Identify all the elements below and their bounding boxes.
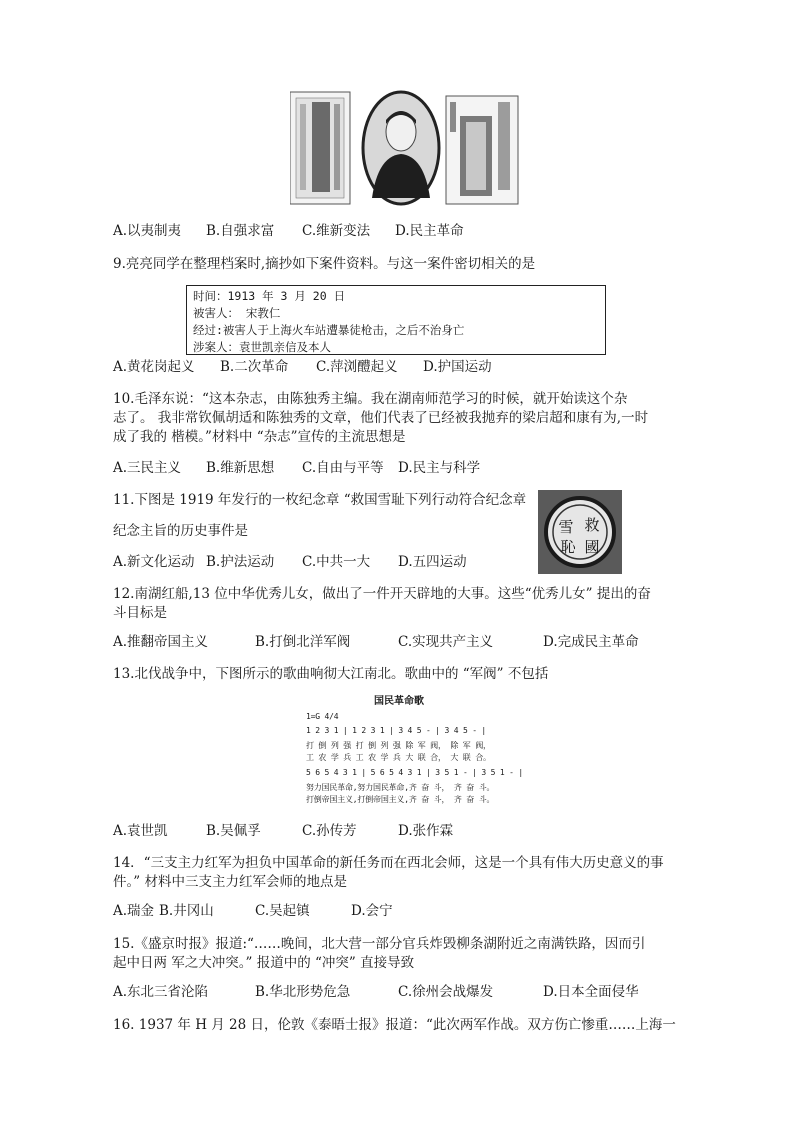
q12-options: [113, 633, 639, 651]
case-time: 时间：1913 年 3 月 20 日: [193, 289, 346, 303]
q10-option-d: D.民主与科学: [398, 460, 481, 476]
q13-option-b: B.吴佩孚: [206, 823, 261, 839]
case-process: 经过:被害人于上海火车站遭暴徒枪击，之后不治身亡: [193, 323, 465, 337]
song-title: 国民革命歌: [374, 696, 424, 707]
badge-char-4: 國: [584, 538, 600, 556]
q11-option-d: D.五四运动: [398, 554, 467, 570]
case-suspect: 涉案人：袁世凯亲信及本人: [193, 340, 331, 354]
q11-option-a: A.新文化运动: [113, 554, 195, 570]
q14-option-a: A.瑞金: [113, 903, 155, 919]
commemorative-badge-image: [538, 490, 622, 574]
q15-option-a: A.东北三省沦陷: [113, 984, 209, 1000]
q12-line-2: 斗目标是: [113, 605, 167, 621]
case-record-box: [186, 285, 606, 355]
q11-option-b: B.护法运动: [206, 554, 275, 570]
q13-option-a: A.袁世凯: [113, 823, 168, 839]
q8-options: [113, 222, 464, 240]
badge-char-1: 雪: [558, 518, 574, 536]
historical-figure-images: [290, 90, 520, 208]
badge-char-2: 救: [584, 516, 600, 534]
q12-line-1: 12.南湖红船,13 位中华优秀儿女，做出了一件开天辟地的大事。这些“优秀儿女” 提出的奋: [113, 586, 651, 602]
q16-line-1: 16. 1937 年 H 月 28 日，伦敦《泰晤士报》报道：“此次两军作战。双方伤亡惨重……上海一: [113, 1017, 676, 1033]
q12-option-c: C.实现共产主义: [398, 634, 494, 650]
q9-option-b: B.二次革命: [220, 359, 289, 375]
q14-option-c: C.吴起镇: [255, 903, 310, 919]
q11-line-1: 11.下图是 1919 年发行的一枚纪念章 “救国雪耻下列行动符合纪念章: [113, 492, 527, 508]
q14-line-2: 件。” 材料中三支主力红军会师的地点是: [113, 874, 347, 890]
q13-option-c: C.孙传芳: [302, 823, 357, 839]
q8-option-b: B.自强求富: [206, 223, 275, 239]
q10-line-2: 志了。 我非常钦佩胡适和陈独秀的文章，他们代表了已经被我抛弃的梁启超和康有为,一时: [113, 410, 649, 426]
score-notes-2: 5 6 5 4 3 1 | 5 6 5 4 3 1 | 3 5 1 - | 3 5 1 - |: [306, 768, 523, 777]
score-lyrics-3: 努力国民革命,努力国民革命,齐 奋 斗， 齐 奋 斗。: [306, 783, 495, 792]
q15-option-c: C.徐州会战爆发: [398, 984, 494, 1000]
q9-option-c: C.萍浏醴起义: [316, 359, 398, 375]
q14-options: [113, 902, 393, 920]
q10-option-a: A.三民主义: [113, 460, 182, 476]
q14-line-1: 14．“三支主力红军为担负中国革命的新任务而在西北会师，这是一个具有伟大历史意义的事: [113, 855, 664, 871]
q11-options: [113, 553, 467, 571]
q11-option-c: C.中共一大: [302, 554, 371, 570]
q12-option-a: A.推翻帝国主义: [113, 634, 209, 650]
q15-option-b: B.华北形势危急: [255, 984, 351, 1000]
q15-options: [113, 983, 639, 1001]
q10-option-c: C.自由与平等: [302, 460, 384, 476]
figure-svg: [290, 90, 520, 208]
q9-options: [113, 358, 492, 376]
badge-char-3: 恥: [560, 538, 576, 556]
q10-options: [113, 459, 480, 477]
score-notes-1: 1 2 3 1 | 1 2 3 1 | 3 4 5 - | 3 4 5 - |: [306, 726, 487, 735]
q13-stem: 13.北伐战争中，下图所示的歌曲响彻大江南北。歌曲中的 “军阀” 不包括: [113, 666, 549, 682]
q14-option-b: B.井冈山: [159, 903, 214, 919]
q11-line-2: 纪念主旨的历史事件是: [113, 523, 248, 539]
q12-option-b: B.打倒北洋军阀: [255, 634, 351, 650]
song-score-image: [302, 690, 523, 806]
q13-options: [113, 822, 453, 840]
q15-line-2: 起中日两 军之大冲突。” 报道中的 “冲突” 直接导致: [113, 955, 415, 971]
score-key: 1=G 4/4: [306, 712, 339, 721]
q8-option-d: D.民主革命: [395, 223, 464, 239]
q8-option-c: C.维新变法: [302, 223, 371, 239]
case-victim: 被害人： 宋教仁: [193, 306, 281, 320]
score-lyrics-1: 打 倒 列 强 打 倒 列 强 除 军 阀， 除 军 阀，: [306, 741, 491, 750]
score-lyrics-2: 工 农 学 兵 工 农 学 兵 大 联 合， 大 联 合。: [306, 753, 491, 762]
q10-line-1: 10.毛泽东说：“这本杂志，由陈独秀主编。我在湖南师范学习的时候，就开始读这个杂: [113, 391, 628, 407]
q10-line-3: 成了我的 楷模。”材料中 “杂志”宣传的主流思想是: [113, 429, 406, 445]
q9-option-a: A.黄花岗起义: [113, 359, 195, 375]
q8-option-a: A.以夷制夷: [113, 223, 182, 239]
q15-option-d: D.日本全面侵华: [543, 984, 639, 1000]
q12-option-d: D.完成民主革命: [543, 634, 639, 650]
q15-line-1: 15.《盛京时报》报道:“……晚间，北大营一部分官兵炸毁柳条湖附近之南满铁路，因而引: [113, 936, 646, 952]
q14-option-d: D.会宁: [351, 903, 393, 919]
q10-option-b: B.维新思想: [206, 460, 275, 476]
q9-stem: 9.亮亮同学在整理档案时,摘抄如下案件资料。与这一案件密切相关的是: [113, 256, 536, 272]
score-lyrics-4: 打倒帝国主义,打倒帝国主义,齐 奋 斗， 齐 奋 斗。: [306, 795, 495, 804]
q13-option-d: D.张作霖: [398, 823, 454, 839]
q9-option-d: D.护国运动: [423, 359, 492, 375]
